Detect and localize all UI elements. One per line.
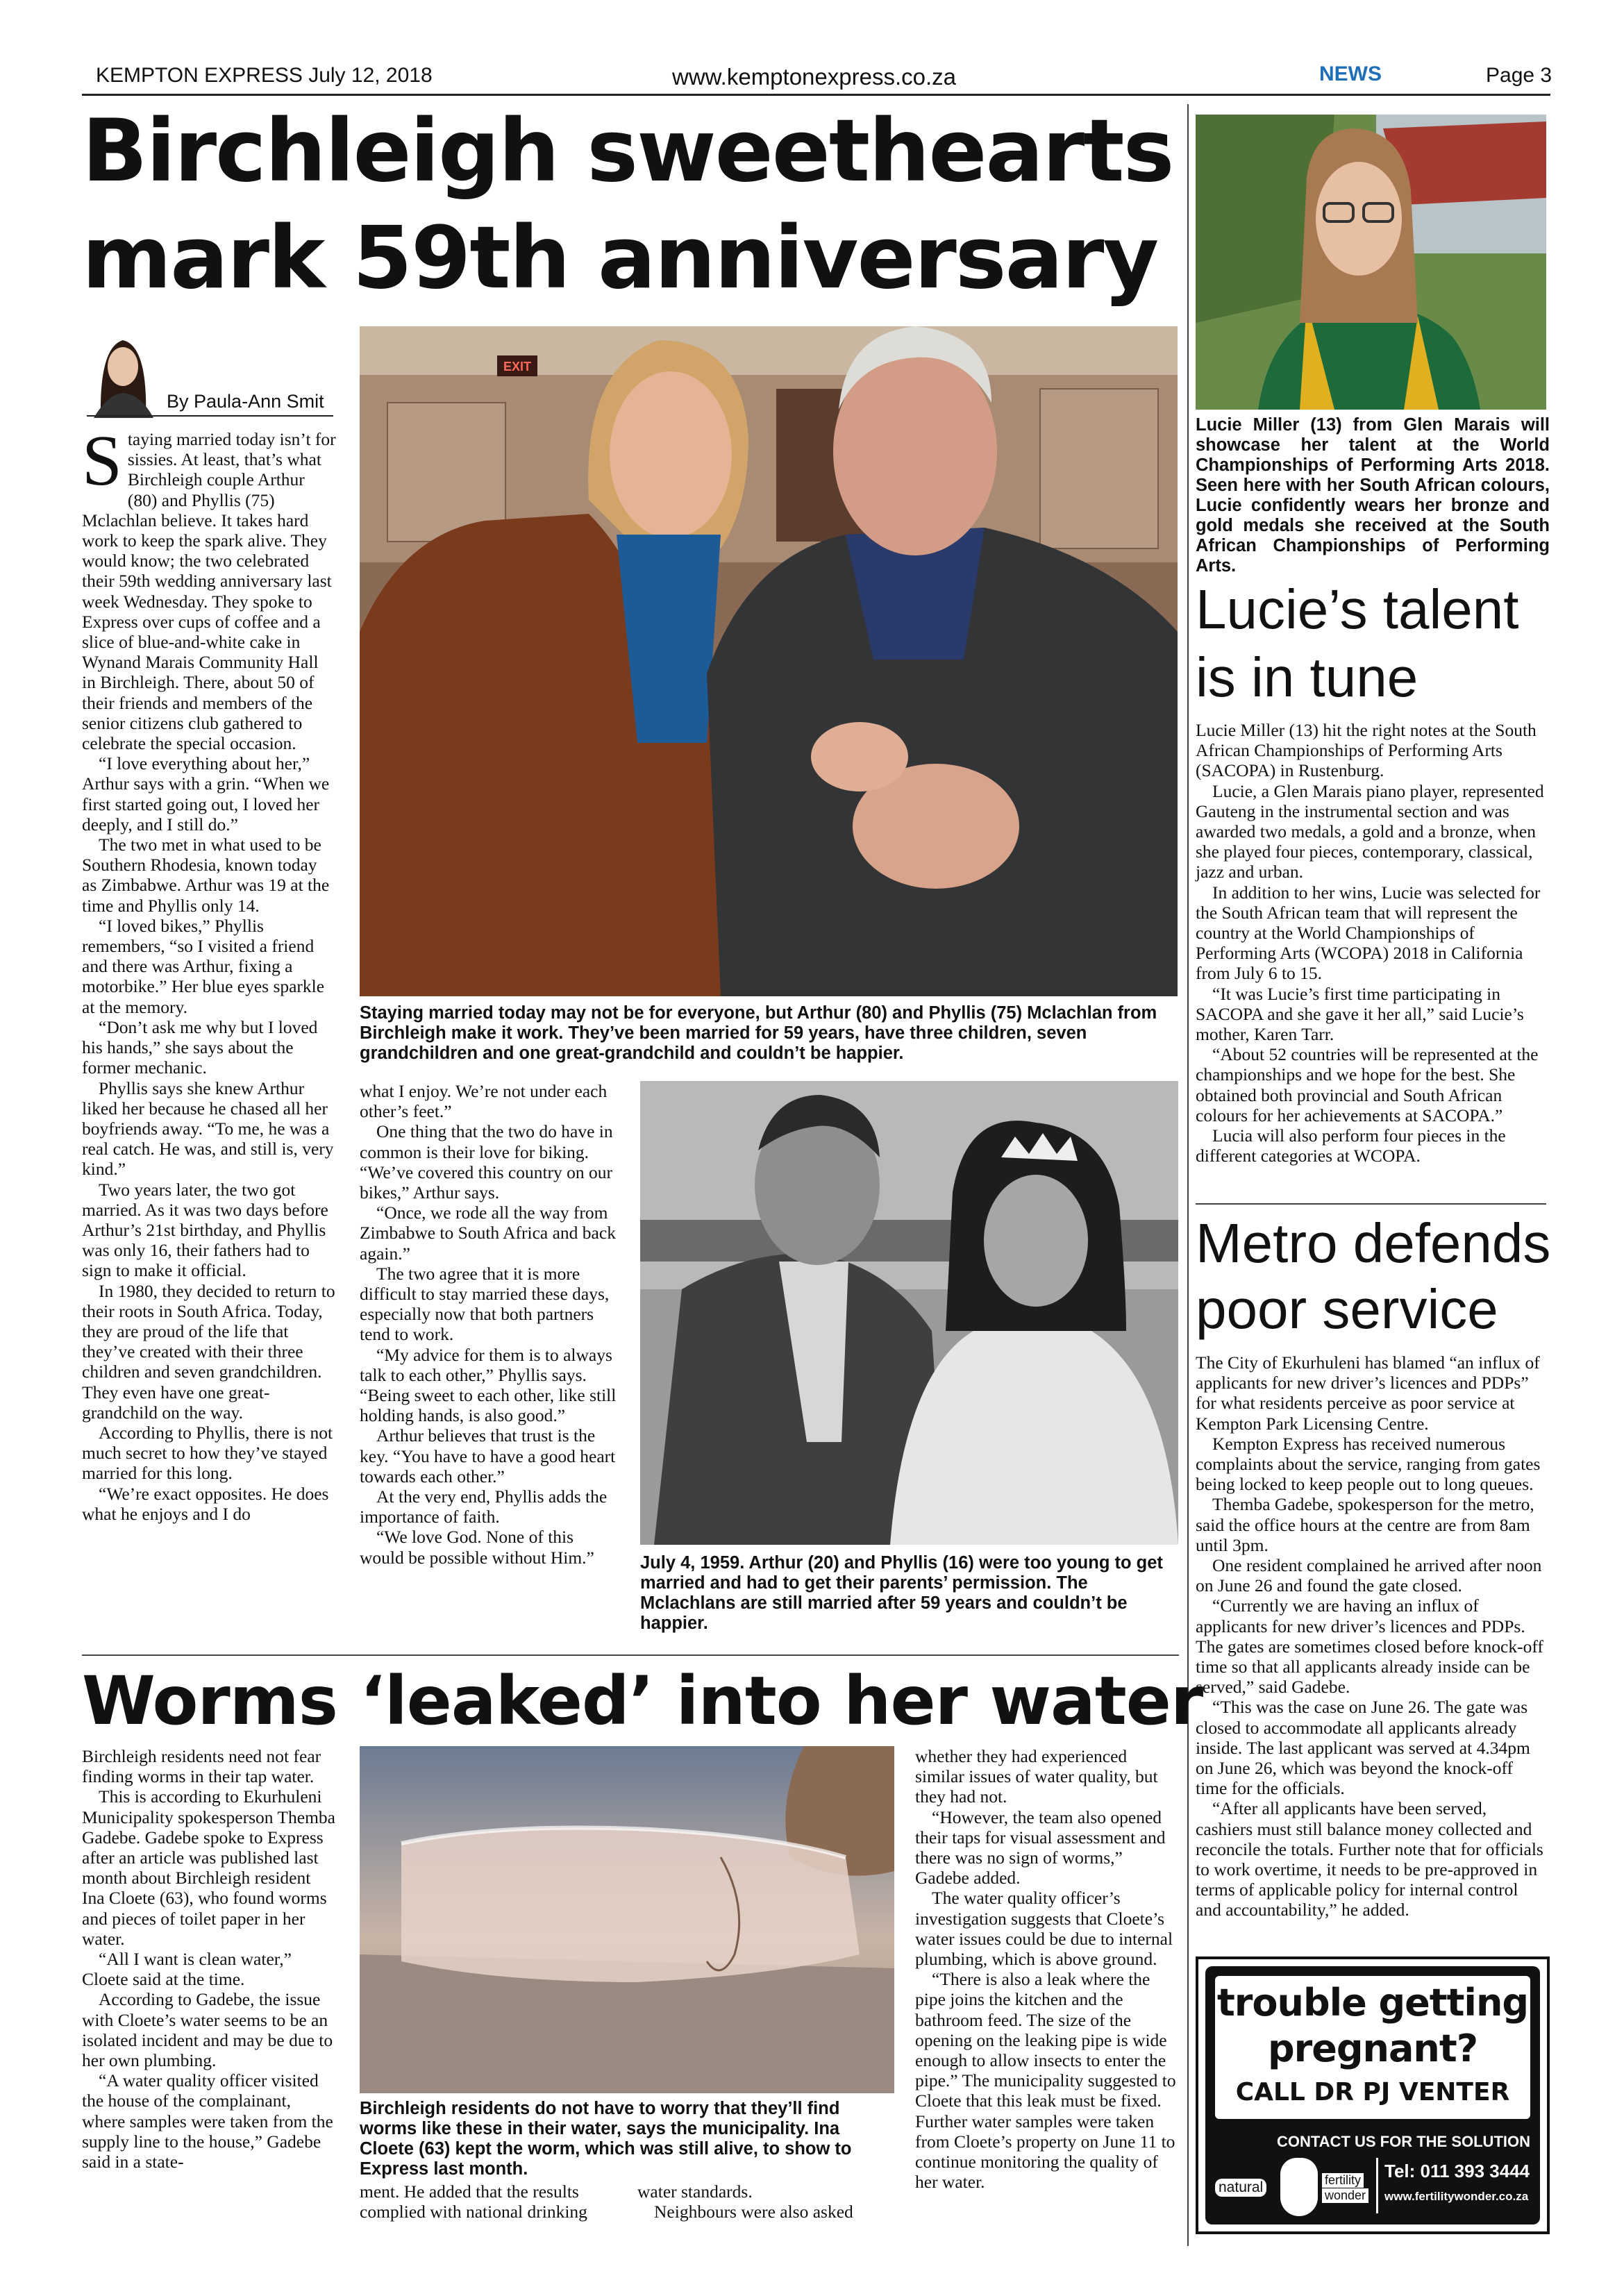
lucie-article (1196, 720, 1546, 1166)
advert-phone[interactable]: Tel: 011 393 3444 (1384, 2161, 1530, 2181)
lucie-headline-line2: is in tune (1196, 646, 1418, 708)
lead-paragraph: “Don’t ask me why but I loved his hands,” she says about the former mechanic. (82, 1016, 318, 1078)
website-url[interactable]: www.kemptonexpress.co.za (672, 64, 957, 90)
lead-paragraph: One thing that the two do have in common is their love for biking. “We’ve covered this country on our bikes,” Arthur says. (360, 1121, 613, 1203)
byline-rule (87, 415, 333, 417)
worms-headline: Worms ‘leaked’ into her water (82, 1662, 1203, 1740)
lucie-paragraph: “About 52 countries will be represented at the championships and we hope for the best. She obtained both provincial and South African colours for her achievements at SACOPA.” (1196, 1044, 1539, 1125)
wedding-photo-caption: July 4, 1959. Arthur (20) and Phyllis (16) were too young to get married and had to get their parents’ permission. The Mclachlans are still married after 59 years and couldn’t be happier. (640, 1553, 1163, 1633)
worms-paragraph: “However, the team also opened their taps for visual assessment and there was no sign of worms,” Gadebe added. (915, 1807, 1166, 1888)
advert-logo-natural: natural (1215, 2179, 1266, 2197)
worms-paragraph: “There is also a leak where the pipe joins the kitchen and the bathroom feed. The size of the opening on the leaking pipe is wide enough to allow insects to enter the pipe.” The municipality suggested to Cloete that this leak must be fixed. Further water samples were taken from Cloete’s property on June 11 to continue monitoring the quality of her water. (915, 1969, 1176, 2193)
lucie-paragraph: Lucie, a Glen Marais piano player, represented Gauteng in the instrumental section and was awarded two medals, a gold and a bronze, when she played four pieces, contemporary, classical, jazz and urban. (1196, 780, 1544, 882)
lead-paragraph: At the very end, Phyllis adds the importance of faith. (360, 1486, 608, 1527)
lucie-paragraph: In addition to her wins, Lucie was selected for the South African team that will represent the country at the World Championships of Performing Arts (WCOPA) 2018 in California from July 6 to 15. (1196, 882, 1541, 984)
worms-paragraph: “All I want is clean water,” Cloete said at the time. (82, 1949, 292, 1990)
metro-paragraph: The City of Ekurhuleni has blamed “an influx of applicants for new driver’s licences and PDPs” for what residents perceive as poor service at Kempton Park Licensing Centre. (1196, 1352, 1540, 1434)
lead-paragraph: Phyllis says she knew Arthur liked her because he chased all her boyfriends away. “To me, he was a real catch. He was, and still is, very kind.” (82, 1078, 334, 1180)
lucie-paragraph: Lucie Miller (13) hit the right notes at the South African Championships of Performing Arts (SACOPA) in Rustenburg. (1196, 720, 1537, 781)
advert-panel (1205, 1966, 1540, 2224)
metro-headline-line1: Metro defends (1196, 1212, 1551, 1274)
couple-photo-caption: Staying married today may not be for everyone, but Arthur (80) and Phyllis (75) Mclachlan from Birchleigh make it work. They’ve been married for 59 years, have three children, seven grandchildren and one great-grandchild and couldn’t be happier. (360, 1003, 1157, 1063)
lead-paragraph: “We’re exact opposites. He does what he enjoys and I do (82, 1483, 329, 1524)
worms-paragraph: The water quality officer’s investigation suggests that Cloete’s water issues could be due to internal plumbing, which is above ground. (915, 1888, 1173, 1970)
lucie-paragraph: Lucia will also perform four pieces in the different categories at WCOPA. (1196, 1125, 1506, 1166)
advert-logo-wonder: wonder (1322, 2188, 1368, 2203)
author-portrait-icon (87, 326, 160, 418)
metro-paragraph: One resident complained he arrived after noon on June 26 and found the gate closed. (1196, 1555, 1542, 1596)
lead-column-2 (360, 1081, 622, 1568)
author-portrait (87, 326, 160, 418)
lead-column-1 (82, 421, 336, 1524)
lead-paragraph: In 1980, they decided to return to their roots in South Africa. Today, they are proud of the life that they’ve created with their three children and seven grandchildren. They even have one great-grandchild on the way. (82, 1280, 335, 1423)
lead-paragraph: “Once, we rode all the way from Zimbabwe to South Africa and back again.” (360, 1203, 616, 1264)
advert-contact: CONTACT US FOR THE SOLUTION (1276, 2133, 1530, 2150)
lead-paragraph: “I loved bikes,” Phyllis remembers, “so I visited a friend and there was Arthur, fixing a motorbike.” Her blue eyes sparkle at the memory. (82, 915, 325, 1017)
lead-paragraph: The two met in what used to be Southern Rhodesia, known today as Zimbabwe. Arthur was 19 at the time and Phyllis only 14. (82, 835, 330, 916)
drop-cap: S (82, 421, 122, 501)
metro-headline-line2: poor service (1196, 1278, 1498, 1340)
worms-paragraph: This is according to Ekurhuleni Municipality spokesperson Themba Gadebe. Gadebe spoke to Express after an article was published last month about Birchleigh resident Ina Cloete (63), who found worms and pieces of toilet paper in her water. (82, 1786, 335, 1949)
lead-paragraph: what I enjoy. We’re not under each other’s feet.” (360, 1081, 608, 1122)
advert-line2: pregnant? (1267, 2027, 1478, 2070)
worm-bottle-photo (360, 1746, 894, 2093)
page-number: Page 3 (1486, 64, 1552, 87)
advert-call: CALL DR PJ VENTER (1235, 2078, 1510, 2106)
masthead-rule (82, 94, 1550, 96)
metro-article (1196, 1352, 1546, 1920)
worms-paragraph: Birchleigh residents need not fear finding worms in their tap water. (82, 1746, 321, 1787)
lead-paragraph: “We love God. None of this would be possible without Him.” (360, 1527, 594, 1568)
section-label: NEWS (1319, 62, 1382, 85)
lucie-headline-line1: Lucie’s talent (1196, 578, 1519, 640)
advert-line1: trouble getting (1216, 1981, 1529, 2025)
lucie-paragraph: “It was Lucie’s first time participating in SACOPA and she gave it her all,” said Lucie’s mother, Karen Tarr. (1196, 983, 1524, 1045)
metro-paragraph: “This was the case on June 26. The gate was closed to accommodate all applicants already inside. The last applicant was served at 4.34pm on June 26, which was beyond the knock-off time for the officials. (1196, 1697, 1530, 1799)
metro-paragraph: “Currently we are having an influx of applicants for new driver’s licences and PDPs. The gates are sometimes closed before knock-off time so that all applicants already inside can be served,” said Gadebe. (1196, 1595, 1543, 1698)
byline: By Paula-Ann Smit (167, 391, 324, 412)
worms-under-photo-a (360, 2181, 618, 2222)
worms-paragraph: ment. He added that the results complied with national drinking (360, 2181, 587, 2222)
worms-paragraph: “A water quality officer visited the house of the complainant, where samples were taken from the supply line to the house,” Gadebe said in a state- (82, 2070, 333, 2172)
lead-paragraph: Arthur believes that trust is the key. “You have to have a good heart towards each other.” (360, 1425, 616, 1486)
lead-paragraph: “My advice for them is to always talk to each other,” Phyllis says. “Being sweet to each other, like still holding hands, is also good.” (360, 1344, 617, 1426)
worms-paragraph: water standards. (637, 2181, 753, 2202)
metro-paragraph: “After all applicants have been served, cashiers must still balance money collected and reconcile the totals. Further note that for officials to work overtime, it needs to be pre-approved in terms of applicable policy for internal control and accountability,” he added. (1196, 1798, 1543, 1920)
advert-url[interactable]: www.fertilitywonder.co.za (1384, 2190, 1529, 2203)
metro-paragraph: Themba Gadebe, spokesperson for the metro, said the office hours at the centre are from 8am until 3pm. (1196, 1494, 1534, 1555)
lead-paragraph: Two years later, the two got married. As it was two days before Arthur’s 21st birthday, and Phyllis was only 16, their fathers had to sign to make it official. (82, 1179, 328, 1281)
worms-paragraph: whether they had experienced similar issues of water quality, but they had not. (915, 1746, 1158, 1807)
fertility-advert[interactable] (1196, 1956, 1550, 2234)
lead-headline-line1: Birchleigh sweethearts (82, 101, 1173, 201)
couple-photo (360, 326, 1178, 996)
worms-under-photo-b (637, 2181, 896, 2222)
worms-paragraph: Neighbours were also asked (654, 2202, 853, 2222)
worms-paragraph: According to Gadebe, the issue with Cloete’s water seems to be an isolated incident and may be due to her own plumbing. (82, 1989, 333, 2071)
lucie-photo-caption: Lucie Miller (13) from Glen Marais will showcase her talent at the World Championships of Performing Arts 2018. Seen here with her South African colours, Lucie confidently wears her bronze and gold medals she received at the South African Championships of Performing Arts. (1196, 415, 1550, 576)
paper-date: KEMPTON EXPRESS July 12, 2018 (96, 64, 433, 87)
lucie-photo (1196, 115, 1546, 410)
metro-section-rule (1196, 1203, 1546, 1205)
worm-photo-caption: Birchleigh residents do not have to worry that they’ll find worms like these in their water, says the municipality. Ina Cloete (63) kept the worm, which was still alive, to show to Express last month. (360, 2099, 852, 2179)
exit-sign: EXIT (503, 360, 532, 374)
worms-section-rule (82, 1654, 1179, 1656)
wedding-photo (640, 1081, 1178, 1545)
metro-paragraph: Kempton Express has received numerous complaints about the service, ranging from gates being locked to keep people out to long queues. (1196, 1433, 1541, 1495)
fertility-logo-icon (1280, 2158, 1318, 2216)
lead-paragraph: taying married today isn’t for sissies. At least, that’s what Birchleigh couple Arthur (80) and Phyllis (75) Mclachlan believe. It takes hard work to keep the spark alive. They would know; the two celebrated their 59th wedding anniversary last week Wednesday. They spoke to Express over cups of coffee and a slice of blue-and-white cake in Wynand Marais Community Hall in Birchleigh. There, about 50 of their friends and members of the senior citizens club gathered to celebrate the special occasion. (82, 429, 336, 754)
lead-paragraph: The two agree that it is more difficult to stay married these days, especially now that both partners tend to work. (360, 1263, 610, 1345)
worms-column-3 (915, 1746, 1179, 2192)
advert-logo-fertility: fertility (1322, 2173, 1364, 2188)
lead-paragraph: According to Phyllis, there is not much secret to how they’ve stayed married for this long. (82, 1422, 333, 1484)
advert-divider (1376, 2158, 1378, 2213)
worms-column-1 (82, 1746, 336, 2172)
right-column-rule (1187, 104, 1189, 2246)
advert-headline-box (1215, 1976, 1530, 2119)
lead-headline-line2: mark 59th anniversary (82, 208, 1158, 308)
lead-paragraph: “I love everything about her,” Arthur says with a grin. “When we first started going out, I loved her deeply, and I still do.” (82, 753, 330, 835)
